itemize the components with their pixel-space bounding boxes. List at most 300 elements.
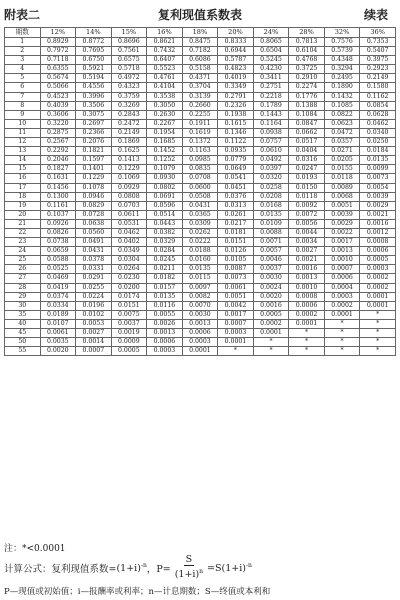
variable-legend: P—现值或初始值；i—报酬率或利率；n—计息期数；S—终值或本利和 [4,587,271,597]
factor-cell: 0.0009 [111,338,147,347]
factor-cell: 0.0073 [360,174,396,183]
factor-cell: 0.0462 [360,119,396,128]
factor-cell: 0.0002 [324,301,360,310]
factor-cell: 0.0054 [360,183,396,192]
factor-cell: 0.0014 [76,338,112,347]
factor-cell: 0.0008 [289,292,325,301]
factor-cell: 0.1229 [111,165,147,174]
factor-cell: 0.5194 [76,74,112,83]
table-row [5,83,396,92]
column-header-rate: 32% [324,28,360,38]
factor-cell: * [324,329,360,338]
factor-cell: 0.7353 [360,38,396,47]
factor-cell: 0.1084 [289,110,325,119]
factor-cell: 0.0092 [289,201,325,210]
factor-cell: 0.5158 [182,65,218,74]
factor-cell: 0.0105 [218,256,254,265]
factor-cell: 0.0181 [218,228,254,237]
period-cell: 20 [5,210,41,219]
table-row [5,329,396,338]
factor-cell: 0.0071 [253,238,289,247]
table-row [5,138,396,147]
factor-cell: 0.6086 [182,56,218,65]
period-cell: 24 [5,247,41,256]
column-header-rate: 24% [253,28,289,38]
factor-cell: 0.3269 [111,101,147,110]
factor-cell: 0.0027 [76,329,112,338]
factor-cell: 0.0610 [253,147,289,156]
factor-cell: 0.0184 [360,147,396,156]
factor-cell: 0.0808 [111,192,147,201]
factor-cell: 0.1827 [40,165,76,174]
factor-cell: 0.8333 [218,38,254,47]
factor-cell: * [324,338,360,347]
period-cell: 40 [5,319,41,328]
factor-cell: 0.0419 [40,283,76,292]
factor-cell: 0.0002 [289,310,325,319]
factor-cell: 0.3538 [147,92,183,101]
factor-cell: 0.0596 [147,201,183,210]
factor-cell: 0.0097 [182,283,218,292]
factor-cell: 0.0008 [360,238,396,247]
factor-cell: 0.0189 [40,310,76,319]
factor-cell: 0.0155 [324,165,360,174]
factor-cell: 0.0019 [111,329,147,338]
factor-cell: 0.0003 [182,338,218,347]
factor-cell: 0.0003 [360,265,396,274]
factor-cell: * [324,347,360,356]
factor-cell: 0.1078 [76,183,112,192]
factor-cell: 0.7561 [111,47,147,56]
factor-cell: 0.0247 [289,165,325,174]
table-row [5,47,396,56]
page-header [4,6,396,24]
period-cell: 19 [5,201,41,210]
factor-cell: 0.2567 [40,138,76,147]
table-row [5,347,396,356]
factor-cell: 0.0042 [218,301,254,310]
factor-cell: 0.0022 [324,228,360,237]
factor-cell: 0.1631 [40,174,76,183]
factor-cell: 0.1069 [111,174,147,183]
factor-cell: 0.5739 [324,47,360,56]
factor-cell: 0.1789 [253,101,289,110]
factor-cell: 0.0508 [182,192,218,201]
factor-cell: 0.1122 [218,138,254,147]
factor-cell: 0.2751 [253,83,289,92]
factor-cell: 0.1456 [40,183,76,192]
period-cell: 29 [5,292,41,301]
factor-cell: 0.0357 [324,138,360,147]
factor-cell: 0.1161 [40,201,76,210]
factor-cell: 0.3294 [324,65,360,74]
factor-cell: 0.0051 [324,201,360,210]
factor-cell: 0.3506 [76,101,112,110]
factor-cell: 0.0334 [40,301,76,310]
factor-cell: 0.0331 [76,265,112,274]
factor-cell: 0.0024 [253,283,289,292]
factor-cell: 0.0017 [218,310,254,319]
table-row [5,265,396,274]
factor-cell: 0.0926 [40,219,76,228]
factor-cell: * [289,347,325,356]
factor-cell: 0.0003 [218,329,254,338]
factor-cell: * [253,347,289,356]
factor-cell: 0.6504 [253,47,289,56]
factor-cell: 0.1911 [182,119,218,128]
factor-cell: 0.2149 [111,128,147,137]
factor-cell: 0.0016 [289,265,325,274]
factor-cell: 0.2267 [147,119,183,128]
factor-cell: 0.5787 [218,56,254,65]
factor-cell: 0.1346 [218,128,254,137]
factor-cell: 0.0037 [111,319,147,328]
factor-cell: 0.3411 [253,74,289,83]
factor-cell: 0.2218 [253,92,289,101]
factor-cell: 0.0027 [289,247,325,256]
column-header-rate: 15% [111,28,147,38]
factor-cell: 0.0611 [111,210,147,219]
column-header-rate: 18% [182,28,218,38]
factor-cell: 0.1685 [147,138,183,147]
factor-cell: 0.0007 [218,319,254,328]
factor-cell: 0.0224 [76,292,112,301]
factor-cell: * [360,347,396,356]
factor-cell: 0.1388 [289,101,325,110]
factor-cell: 0.7695 [76,47,112,56]
factor-cell: 0.1300 [40,192,76,201]
factor-cell: 0.0320 [253,174,289,183]
table-row [5,310,396,319]
factor-cell: 0.4039 [40,101,76,110]
table-row [5,201,396,210]
fraction-denominator: $(1+i)^n$ [174,568,204,581]
factor-cell: 0.0135 [253,210,289,219]
factor-cell: 0.0003 [324,292,360,301]
factor-cell: 0.1954 [147,128,183,137]
factor-cell: 0.3349 [218,83,254,92]
factor-cell: 0.0055 [147,310,183,319]
factor-cell: 0.5066 [40,83,76,92]
column-header-rate: 14% [76,28,112,38]
table-row [5,128,396,137]
period-cell: 30 [5,301,41,310]
factor-cell: 0.0007 [324,265,360,274]
factor-cell: 0.0107 [40,319,76,328]
period-cell: 1 [5,38,41,47]
period-cell: 9 [5,110,41,119]
factor-cell: 0.5523 [147,65,183,74]
factor-cell: 0.0034 [289,238,325,247]
factor-cell: 0.8696 [111,38,147,47]
factor-cell: 0.2326 [218,101,254,110]
factor-cell: 0.4768 [289,56,325,65]
factor-cell: 0.1625 [111,147,147,156]
period-cell: 22 [5,228,41,237]
factor-cell: 0.2843 [111,110,147,119]
factor-cell: 0.0044 [289,228,325,237]
factor-cell: 0.0002 [360,274,396,283]
table-row [5,228,396,237]
factor-cell: 0.0374 [40,292,76,301]
period-cell: 6 [5,83,41,92]
factor-cell: 0.0053 [76,319,112,328]
table-row [5,192,396,201]
factor-cell: 0.0016 [360,219,396,228]
factor-cell: 0.0946 [76,192,112,201]
factor-cell: 0.0835 [182,165,218,174]
factor-cell: 0.0404 [289,147,325,156]
factor-cell: 0.0061 [218,283,254,292]
factor-cell: 0.0061 [40,329,76,338]
factor-cell: 0.0271 [324,147,360,156]
factor-cell: 0.0013 [182,319,218,328]
factor-cell: 0.0757 [253,138,289,147]
table-row [5,210,396,219]
factor-cell: 0.0779 [218,156,254,165]
factor-cell: 0.2697 [76,119,112,128]
factor-cell: 0.2910 [289,74,325,83]
factor-cell: 0.0006 [147,338,183,347]
period-cell: 4 [5,65,41,74]
table-row [5,92,396,101]
period-cell: 45 [5,329,41,338]
factor-cell: * [218,347,254,356]
factor-cell: 0.0002 [253,319,289,328]
factor-cell: 0.2255 [182,110,218,119]
factor-cell: 0.8475 [182,38,218,47]
factor-cell: 0.0001 [360,292,396,301]
factor-cell: 0.0087 [218,265,254,274]
table-row [5,165,396,174]
factor-cell: 0.0340 [360,128,396,137]
table-row [5,283,396,292]
table-row [5,247,396,256]
factor-cell: 0.0003 [147,347,183,356]
factor-cell: 0.0168 [253,201,289,210]
formula-equals-s: =S [207,562,222,574]
table-row [5,256,396,265]
factor-cell: 0.3220 [40,119,76,128]
factor-cell: 0.0313 [218,201,254,210]
table-row [5,56,396,65]
factor-cell: 0.1443 [253,110,289,119]
factor-cell: 0.4371 [182,74,218,83]
factor-cell: 0.8772 [76,38,112,47]
factor-cell: 0.0309 [182,219,218,228]
factor-cell: 0.0397 [253,165,289,174]
factor-cell: 0.0010 [289,283,325,292]
factor-cell: 0.0082 [182,292,218,301]
factor-cell: 0.8929 [40,38,76,47]
factor-cell: 0.0135 [360,156,396,165]
factor-cell: 0.0070 [182,301,218,310]
factor-cell: 0.0020 [40,347,76,356]
factor-cell: 0.0039 [360,192,396,201]
period-cell: 25 [5,256,41,265]
factor-cell: 0.0847 [289,119,325,128]
period-cell: 3 [5,56,41,65]
factor-cell: 0.6407 [147,56,183,65]
table-row [5,274,396,283]
factor-cell: 0.0068 [324,192,360,201]
factor-cell: * [253,338,289,347]
factor-cell: 0.5674 [40,74,76,83]
factor-cell: 0.2875 [40,128,76,137]
factor-cell: 0.0013 [324,247,360,256]
factor-cell: 0.2274 [289,83,325,92]
factor-cell: 0.5245 [253,56,289,65]
factor-cell: 0.0349 [111,247,147,256]
formula-fraction [173,554,205,581]
factor-cell: 0.0469 [40,274,76,283]
period-cell: 7 [5,92,41,101]
factor-cell: 0.0738 [40,238,76,247]
factor-cell: 0.0708 [182,174,218,183]
factor-cell: 0.1615 [218,119,254,128]
factor-cell: 0.0262 [182,228,218,237]
period-cell: 21 [5,219,41,228]
table-row [5,219,396,228]
table-row [5,156,396,165]
factor-cell: 0.1938 [218,110,254,119]
appendix-label: 附表二 [4,8,41,22]
factor-cell: 0.0135 [147,292,183,301]
factor-cell: 0.4348 [324,56,360,65]
factor-cell: 0.1164 [253,119,289,128]
factor-cell: 0.4230 [253,65,289,74]
factor-cell: 0.0006 [360,247,396,256]
factor-cell: 0.0728 [76,210,112,219]
table-row [5,292,396,301]
factor-cell: 0.7182 [182,47,218,56]
factor-cell: 0.0365 [182,210,218,219]
factor-cell: 0.0230 [111,274,147,283]
factor-cell: 0.0150 [289,183,325,192]
factor-cell: 0.0829 [76,201,112,210]
factor-cell: 0.0451 [218,183,254,192]
factor-cell: 0.0002 [360,283,396,292]
factor-cell: 0.0200 [111,283,147,292]
table-row [5,101,396,110]
factor-cell: 0.0649 [218,165,254,174]
factor-cell: 0.0007 [76,347,112,356]
table-row [5,110,396,119]
factor-cell: 0.0017 [324,238,360,247]
factor-cell: 0.6750 [76,56,112,65]
factor-cell: 0.0021 [289,256,325,265]
factor-cell: 0.2472 [111,119,147,128]
factor-cell: 0.1229 [76,174,112,183]
factor-cell: 0.2292 [40,147,76,156]
table-row [5,174,396,183]
factor-cell: 0.0261 [218,210,254,219]
factor-cell: 0.0026 [147,319,183,328]
factor-cell: 0.0157 [147,283,183,292]
factor-cell: 0.7432 [147,47,183,56]
factor-cell: 0.0822 [324,110,360,119]
period-cell: 11 [5,128,41,137]
factor-cell: 0.0193 [289,174,325,183]
period-cell: 18 [5,192,41,201]
factor-cell: 0.0691 [147,192,183,201]
factor-cell: 0.0255 [76,283,112,292]
factor-cell: 0.7972 [40,47,76,56]
column-header-rate: 16% [147,28,183,38]
factor-cell: 0.4823 [218,65,254,74]
factor-cell: 0.0001 [289,319,325,328]
factor-cell: 0.4761 [147,74,183,83]
factor-cell: 0.0378 [76,256,112,265]
table-row [5,119,396,128]
table-row [5,301,396,310]
factor-cell: 0.0029 [324,219,360,228]
factor-cell: 0.6944 [218,47,254,56]
factor-cell: 0.5921 [76,65,112,74]
factor-cell: 0.0118 [324,174,360,183]
factor-cell: 0.6575 [111,56,147,65]
period-cell: 26 [5,265,41,274]
factor-cell: 0.0431 [182,201,218,210]
factor-cell: 0.8621 [147,38,183,47]
factor-cell: 0.0072 [289,210,325,219]
factor-cell: 0.4972 [111,74,147,83]
factor-cell: 0.0182 [147,274,183,283]
factor-cell: 0.0531 [111,219,147,228]
column-header-rate: 28% [289,28,325,38]
factor-cell: 0.0217 [218,219,254,228]
factor-cell: 0.0638 [76,219,112,228]
factor-cell: * [360,310,396,319]
factor-cell: 0.4523 [40,92,76,101]
factor-cell: 0.0211 [147,265,183,274]
factor-cell: 0.2076 [76,138,112,147]
table-row [5,238,396,247]
factor-cell: 0.3606 [40,110,76,119]
factor-cell: 0.0517 [289,138,325,147]
period-cell: 5 [5,74,41,83]
factor-cell: 0.0005 [360,256,396,265]
factor-cell: 0.4104 [147,83,183,92]
footnote: 注：*<0.0001 [4,544,66,554]
table-row [5,65,396,74]
period-cell: 2 [5,47,41,56]
factor-cell: 0.0135 [182,265,218,274]
factor-cell: 0.1372 [182,138,218,147]
factor-cell: 0.1619 [182,128,218,137]
factor-cell: 0.0012 [360,228,396,237]
factor-cell: 0.0013 [289,274,325,283]
column-header-rate: 36% [360,28,396,38]
column-header-rate: 12% [40,28,76,38]
factor-cell: 0.0662 [289,128,325,137]
factor-cell: 0.0703 [111,201,147,210]
factor-cell: 0.2495 [324,74,360,83]
table-row [5,338,396,347]
factor-cell: 0.3996 [76,92,112,101]
factor-cell: 0.0001 [218,338,254,347]
factor-cell: 0.0006 [182,329,218,338]
factor-cell: 0.0151 [218,238,254,247]
factor-cell: 0.0316 [289,156,325,165]
period-cell: 17 [5,183,41,192]
factor-cell: * [289,338,325,347]
period-cell: 8 [5,101,41,110]
factor-cell: 0.3139 [182,92,218,101]
factor-cell: 0.0382 [147,228,183,237]
present-value-factor-table [4,27,396,356]
period-cell: 14 [5,156,41,165]
